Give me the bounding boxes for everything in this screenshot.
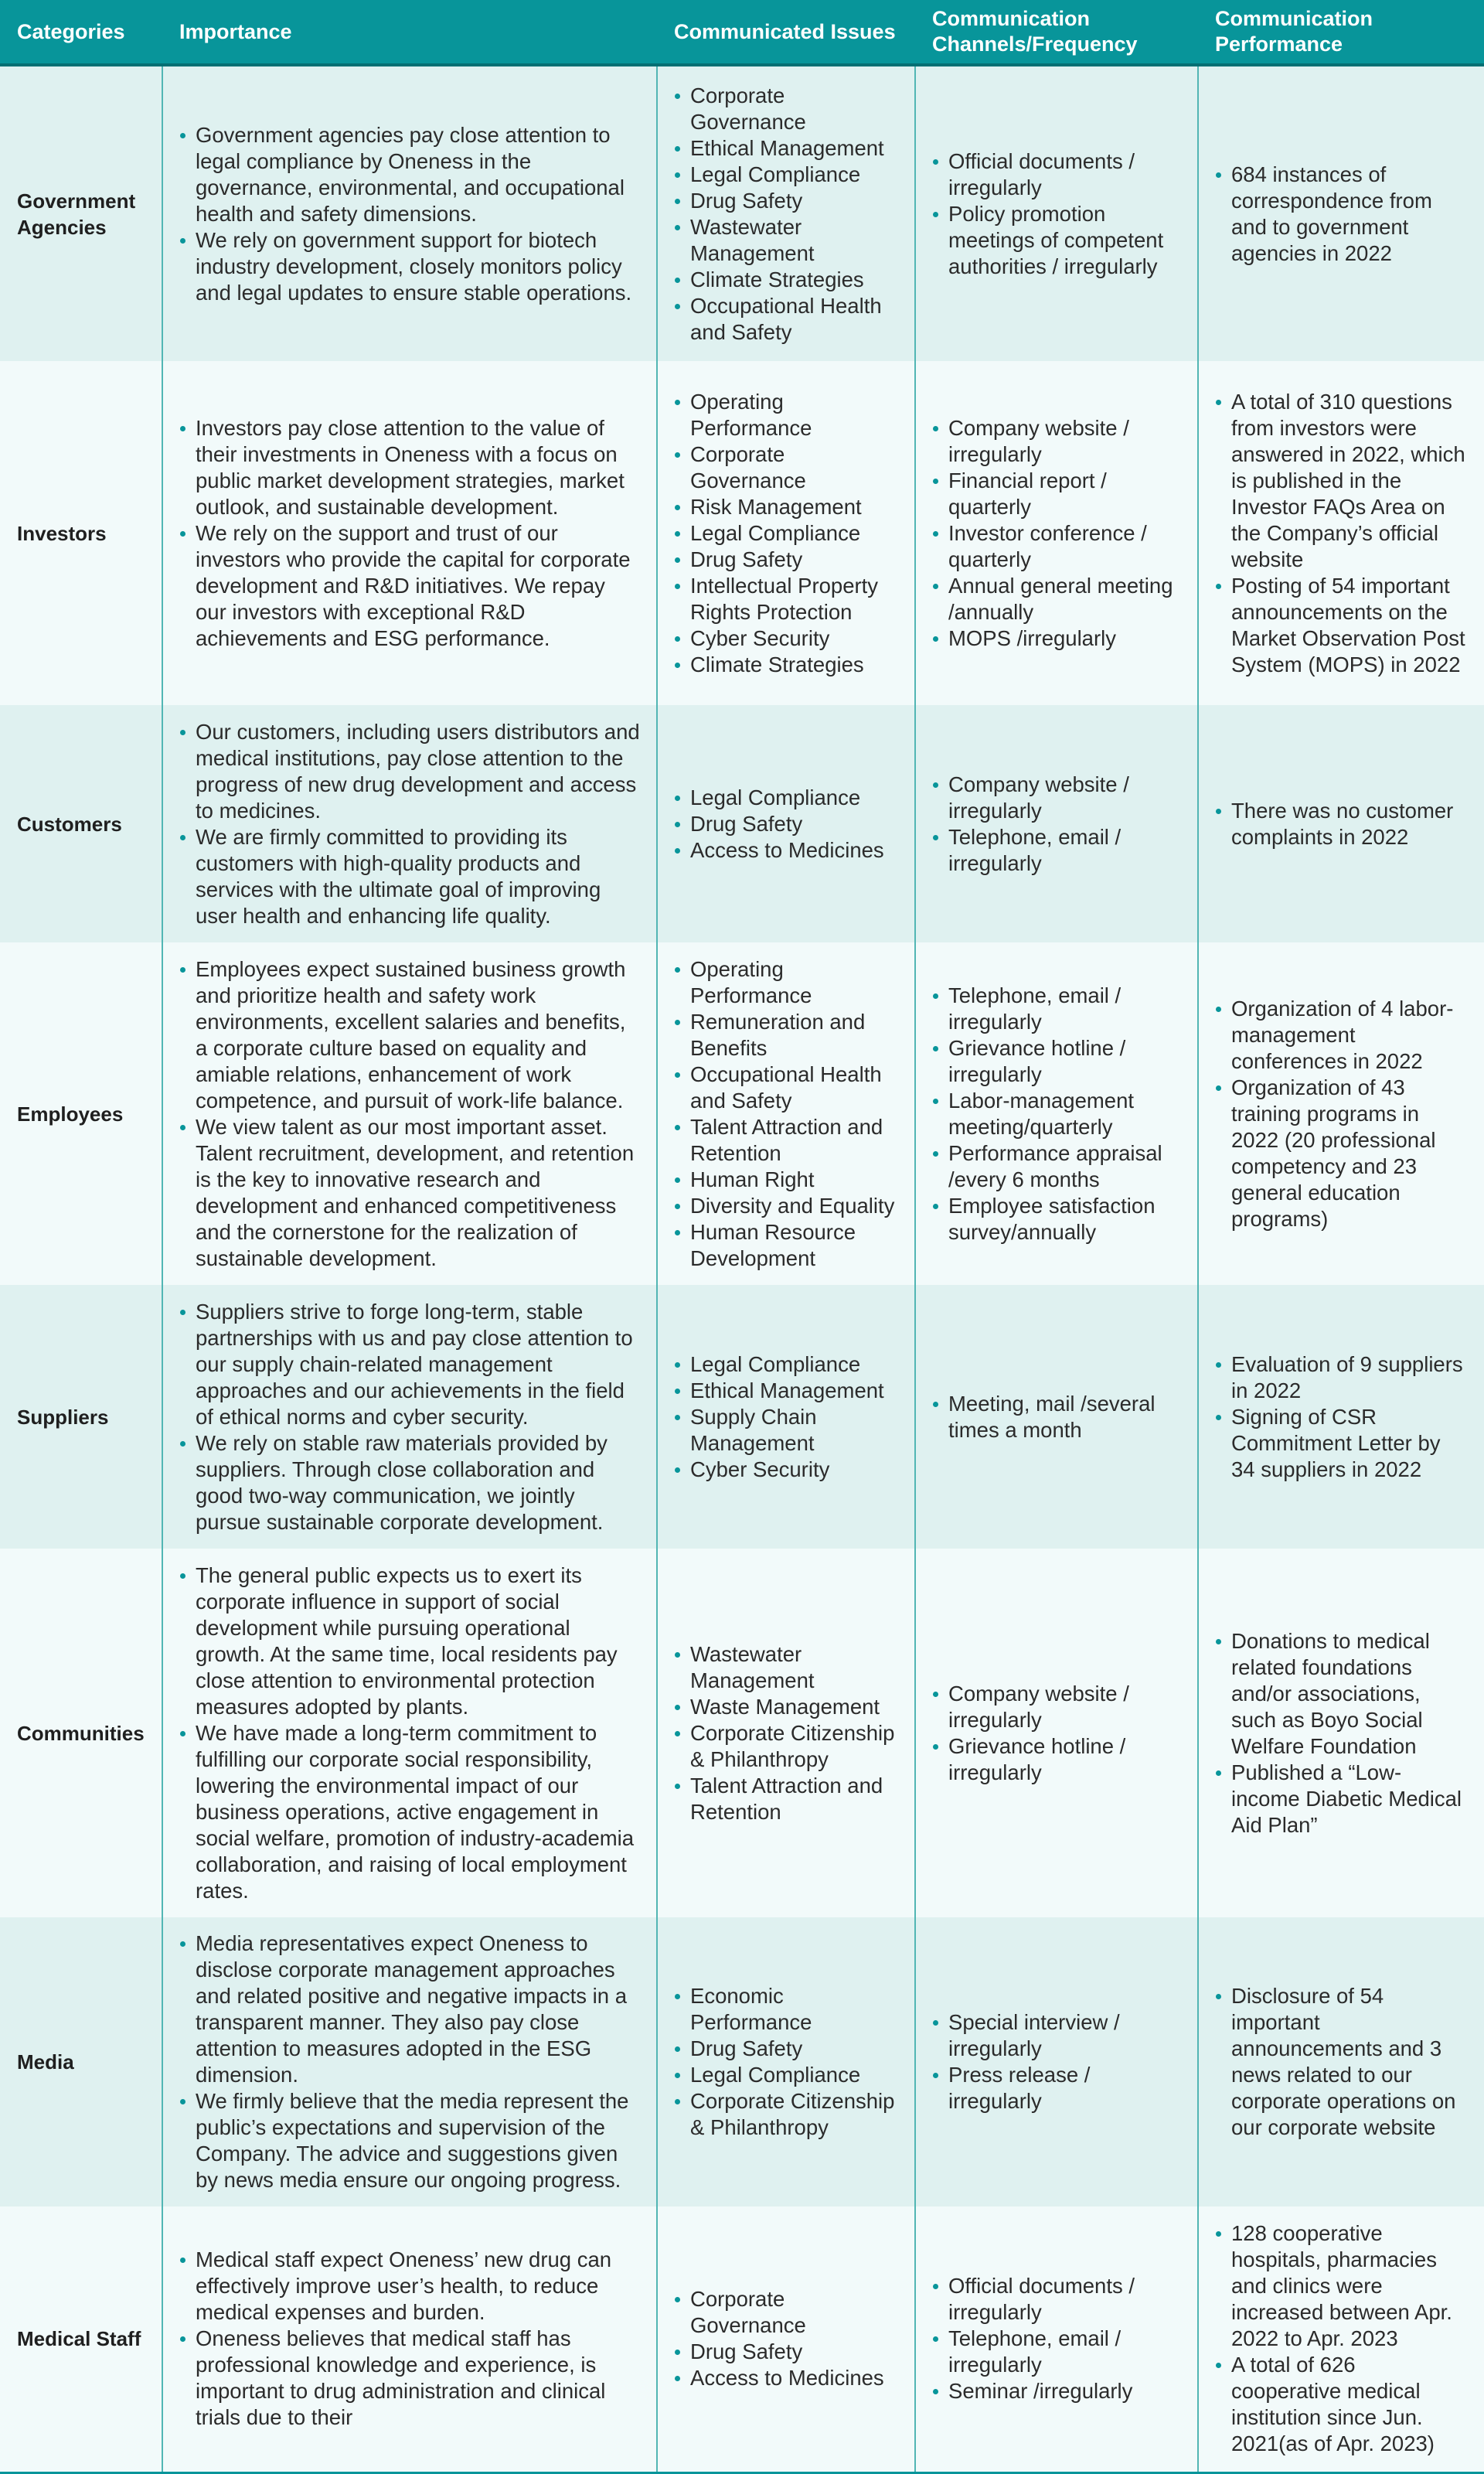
header-communicated-issues: Communicated Issues xyxy=(657,0,915,65)
performance-list xyxy=(1214,1983,1469,2141)
list-item: Organization of 43 training programs in 2022 (20 professional competency and 23 general education programs) xyxy=(1214,1075,1469,1232)
list-item: Legal Compliance xyxy=(673,162,899,188)
list-item: Published a “Low-income Diabetic Medical Aid Plan” xyxy=(1214,1760,1469,1838)
list-item: A total of 310 questions from investors were answered in 2022, which is published in the Investor FAQs Area on the Company’s official website xyxy=(1214,389,1469,573)
category-cell: Communities xyxy=(0,1549,162,1917)
importance-list xyxy=(179,1562,641,1904)
performance-cell xyxy=(1198,2206,1484,2472)
issues-cell xyxy=(657,1549,915,1917)
list-item: Ethical Management xyxy=(673,1378,899,1404)
issues-list xyxy=(673,2286,899,2391)
importance-cell xyxy=(162,942,657,1285)
list-item: Corporate Governance xyxy=(673,83,899,135)
performance-list xyxy=(1214,2220,1469,2457)
list-item: Disclosure of 54 important announcements and 3 news related to our corporate operations on our corporate website xyxy=(1214,1983,1469,2141)
list-item: Annual general meeting /annually xyxy=(931,573,1182,625)
list-item: Economic Performance xyxy=(673,1983,899,2036)
channels-cell xyxy=(915,1917,1198,2206)
list-item: A total of 626 cooperative medical institution since Jun. 2021(as of Apr. 2023) xyxy=(1214,2352,1469,2457)
importance-list xyxy=(179,122,641,306)
issues-list xyxy=(673,785,899,864)
list-item: Intellectual Property Rights Protection xyxy=(673,573,899,625)
issues-list xyxy=(673,1351,899,1483)
list-item: Access to Medicines xyxy=(673,2365,899,2391)
list-item: Meeting, mail /several times a month xyxy=(931,1391,1182,1443)
list-item: Evaluation of 9 suppliers in 2022 xyxy=(1214,1351,1469,1404)
list-item: Grievance hotline / irregularly xyxy=(931,1035,1182,1088)
list-item: Financial report / quarterly xyxy=(931,468,1182,520)
issues-list xyxy=(673,1983,899,2141)
list-item: Supply Chain Management xyxy=(673,1404,899,1457)
issues-cell xyxy=(657,2206,915,2472)
importance-cell xyxy=(162,1549,657,1917)
list-item: Official documents / irregularly xyxy=(931,148,1182,201)
list-item: We rely on stable raw materials provided by suppliers. Through close collaboration and good two-way communication, we jointly pursue sustainable corporate development. xyxy=(179,1430,641,1535)
channels-cell xyxy=(915,2206,1198,2472)
issues-list xyxy=(673,1641,899,1825)
channels-list xyxy=(931,1681,1182,1786)
list-item: Government agencies pay close attention to legal compliance by Oneness in the governance, environmental, and occupational health and safety dimensions. xyxy=(179,122,641,227)
list-item: Talent Attraction and Retention xyxy=(673,1114,899,1167)
list-item: We are firmly committed to providing its customers with high-quality products and services with the ultimate goal of improving user health and enhancing life quality. xyxy=(179,824,641,929)
performance-cell xyxy=(1198,1549,1484,1917)
importance-cell xyxy=(162,65,657,361)
list-item: Performance appraisal /every 6 months xyxy=(931,1140,1182,1193)
list-item: Cyber Security xyxy=(673,1457,899,1483)
list-item: Organization of 4 labor-management conferences in 2022 xyxy=(1214,996,1469,1075)
performance-list xyxy=(1214,389,1469,678)
list-item: We firmly believe that the media represent the public’s expectations and supervision of the Company. The advice and suggestions given by news media ensure our ongoing progress. xyxy=(179,2088,641,2193)
issues-cell xyxy=(657,1285,915,1549)
list-item: Company website / irregularly xyxy=(931,1681,1182,1733)
channels-list xyxy=(931,415,1182,652)
list-item: Signing of CSR Commitment Letter by 34 suppliers in 2022 xyxy=(1214,1404,1469,1483)
importance-list xyxy=(179,719,641,929)
channels-cell xyxy=(915,65,1198,361)
list-item: Official documents / irregularly xyxy=(931,2273,1182,2326)
list-item: We view talent as our most important asset. Talent recruitment, development, and retention is the key to innovative research and development and enhanced competitiveness and the cornerstone for the realization of sustainable development. xyxy=(179,1114,641,1272)
importance-list xyxy=(179,1299,641,1535)
importance-list xyxy=(179,956,641,1272)
list-item: Policy promotion meetings of competent authorities / irregularly xyxy=(931,201,1182,280)
category-cell: Media xyxy=(0,1917,162,2206)
channels-list xyxy=(931,2273,1182,2404)
issues-list xyxy=(673,83,899,346)
issues-cell xyxy=(657,1917,915,2206)
channels-cell xyxy=(915,942,1198,1285)
channels-list xyxy=(931,983,1182,1246)
importance-list xyxy=(179,2247,641,2431)
table-body xyxy=(0,65,1484,2472)
list-item: There was no customer complaints in 2022 xyxy=(1214,798,1469,850)
issues-cell xyxy=(657,361,915,705)
channels-list xyxy=(931,2009,1182,2114)
channels-cell xyxy=(915,1549,1198,1917)
category-cell: Medical Staff xyxy=(0,2206,162,2472)
table-row xyxy=(0,1917,1484,2206)
header-categories: Categories xyxy=(0,0,162,65)
list-item: The general public expects us to exert its corporate influence in support of social development while pursuing operational growth. At the same time, local residents pay close attention to environmental protection measures adopted by plants. xyxy=(179,1562,641,1720)
list-item: Labor-management meeting/quarterly xyxy=(931,1088,1182,1140)
channels-list xyxy=(931,1391,1182,1443)
header-communication-performance: Communication Performance xyxy=(1198,0,1484,65)
list-item: Drug Safety xyxy=(673,188,899,214)
channels-cell xyxy=(915,1285,1198,1549)
performance-list xyxy=(1214,1351,1469,1483)
list-item: Oneness believes that medical staff has professional knowledge and experience, is important to drug administration and clinical trials due to their xyxy=(179,2326,641,2431)
list-item: 684 instances of correspondence from and to government agencies in 2022 xyxy=(1214,162,1469,267)
list-item: Occupational Health and Safety xyxy=(673,1062,899,1114)
header-communication-channels: Communication Channels/Frequency xyxy=(915,0,1198,65)
issues-cell xyxy=(657,705,915,942)
list-item: Grievance hotline / irregularly xyxy=(931,1733,1182,1786)
list-item: Suppliers strive to forge long-term, stable partnerships with us and pay close attention to our supply chain-related management approaches and our achievements in the field of ethical norms and cyber security. xyxy=(179,1299,641,1430)
list-item: Company website / irregularly xyxy=(931,772,1182,824)
category-cell: Government Agencies xyxy=(0,65,162,361)
importance-cell xyxy=(162,361,657,705)
table-row xyxy=(0,1549,1484,1917)
list-item: Human Right xyxy=(673,1167,899,1193)
list-item: Wastewater Management xyxy=(673,214,899,267)
issues-cell xyxy=(657,942,915,1285)
list-item: Corporate Citizenship & Philanthropy xyxy=(673,1720,899,1773)
table-row xyxy=(0,705,1484,942)
importance-list xyxy=(179,1930,641,2193)
list-item: Drug Safety xyxy=(673,547,899,573)
performance-cell xyxy=(1198,1917,1484,2206)
list-item: Legal Compliance xyxy=(673,1351,899,1378)
performance-list xyxy=(1214,996,1469,1232)
list-item: Employees expect sustained business growth and prioritize health and safety work environments, excellent salaries and benefits, a corporate culture based on equality and amiable relations, enhancement of work competence, and pursuit of work-life balance. xyxy=(179,956,641,1114)
channels-list xyxy=(931,772,1182,877)
list-item: Telephone, email / irregularly xyxy=(931,2326,1182,2378)
list-item: Remuneration and Benefits xyxy=(673,1009,899,1062)
list-item: MOPS /irregularly xyxy=(931,625,1182,652)
list-item: Human Resource Development xyxy=(673,1219,899,1272)
table-row xyxy=(0,361,1484,705)
list-item: Drug Safety xyxy=(673,811,899,837)
performance-cell xyxy=(1198,942,1484,1285)
list-item: Corporate Governance xyxy=(673,441,899,494)
category-cell: Investors xyxy=(0,361,162,705)
list-item: Posting of 54 important announcements on the Market Observation Post System (MOPS) in 2022 xyxy=(1214,573,1469,678)
list-item: Company website / irregularly xyxy=(931,415,1182,468)
importance-cell xyxy=(162,1285,657,1549)
issues-list xyxy=(673,389,899,678)
list-item: Corporate Citizenship & Philanthropy xyxy=(673,2088,899,2141)
performance-cell xyxy=(1198,705,1484,942)
list-item: Occupational Health and Safety xyxy=(673,293,899,346)
channels-cell xyxy=(915,361,1198,705)
performance-cell xyxy=(1198,1285,1484,1549)
list-item: We rely on the support and trust of our investors who provide the capital for corporate development and R&D initiatives. We repay our investors with exceptional R&D achievements and ESG performance. xyxy=(179,520,641,652)
channels-cell xyxy=(915,705,1198,942)
list-item: Access to Medicines xyxy=(673,837,899,864)
list-item: Medical staff expect Oneness’ new drug can effectively improve user’s health, to reduce medical expenses and burden. xyxy=(179,2247,641,2326)
list-item: Wastewater Management xyxy=(673,1641,899,1694)
importance-list xyxy=(179,415,641,652)
table-row xyxy=(0,2206,1484,2472)
list-item: Corporate Governance xyxy=(673,2286,899,2339)
performance-list xyxy=(1214,798,1469,850)
list-item: We have made a long-term commitment to fulfilling our corporate social responsibility, lowering the environmental impact of our business operations, active engagement in social welfare, promotion of industry-academia collaboration, and raising of local employment rates. xyxy=(179,1720,641,1904)
list-item: Climate Strategies xyxy=(673,652,899,678)
list-item: Special interview / irregularly xyxy=(931,2009,1182,2062)
list-item: Our customers, including users distributors and medical institutions, pay close attention to the progress of new drug development and access to medicines. xyxy=(179,719,641,824)
performance-list xyxy=(1214,1628,1469,1838)
table-row xyxy=(0,942,1484,1285)
list-item: Telephone, email / irregularly xyxy=(931,983,1182,1035)
table-row xyxy=(0,65,1484,361)
list-item: Operating Performance xyxy=(673,956,899,1009)
list-item: Drug Safety xyxy=(673,2036,899,2062)
list-item: 128 cooperative hospitals, pharmacies and clinics were increased between Apr. 2022 to Apr. 2023 xyxy=(1214,2220,1469,2352)
list-item: Legal Compliance xyxy=(673,2062,899,2088)
list-item: Press release / irregularly xyxy=(931,2062,1182,2114)
list-item: Legal Compliance xyxy=(673,520,899,547)
list-item: Risk Management xyxy=(673,494,899,520)
category-cell: Suppliers xyxy=(0,1285,162,1549)
issues-list xyxy=(673,956,899,1272)
issues-cell xyxy=(657,65,915,361)
list-item: Investors pay close attention to the value of their investments in Oneness with a focus on public market development strategies, market outlook, and sustainable development. xyxy=(179,415,641,520)
importance-cell xyxy=(162,1917,657,2206)
list-item: Seminar /irregularly xyxy=(931,2378,1182,2404)
performance-list xyxy=(1214,162,1469,267)
importance-cell xyxy=(162,2206,657,2472)
category-cell: Customers xyxy=(0,705,162,942)
list-item: Climate Strategies xyxy=(673,267,899,293)
importance-cell xyxy=(162,705,657,942)
category-cell: Employees xyxy=(0,942,162,1285)
list-item: Donations to medical related foundations and/or associations, such as Boyo Social Welfare Foundation xyxy=(1214,1628,1469,1760)
list-item: Talent Attraction and Retention xyxy=(673,1773,899,1825)
list-item: Employee satisfaction survey/annually xyxy=(931,1193,1182,1246)
list-item: Operating Performance xyxy=(673,389,899,441)
list-item: Ethical Management xyxy=(673,135,899,162)
list-item: Investor conference / quarterly xyxy=(931,520,1182,573)
list-item: Diversity and Equality xyxy=(673,1193,899,1219)
performance-cell xyxy=(1198,361,1484,705)
list-item: Telephone, email / irregularly xyxy=(931,824,1182,877)
table-header-row xyxy=(0,0,1484,65)
list-item: Media representatives expect Oneness to disclose corporate management approaches and related positive and negative impacts in a transparent manner. They also pay close attention to measures adopted in the ESG dimension. xyxy=(179,1930,641,2088)
list-item: Legal Compliance xyxy=(673,785,899,811)
list-item: Cyber Security xyxy=(673,625,899,652)
channels-list xyxy=(931,148,1182,280)
table-row xyxy=(0,1285,1484,1549)
list-item: We rely on government support for biotech industry development, closely monitors policy and legal updates to ensure stable operations. xyxy=(179,227,641,306)
list-item: Waste Management xyxy=(673,1694,899,1720)
performance-cell xyxy=(1198,65,1484,361)
header-importance: Importance xyxy=(162,0,657,65)
list-item: Drug Safety xyxy=(673,2339,899,2365)
